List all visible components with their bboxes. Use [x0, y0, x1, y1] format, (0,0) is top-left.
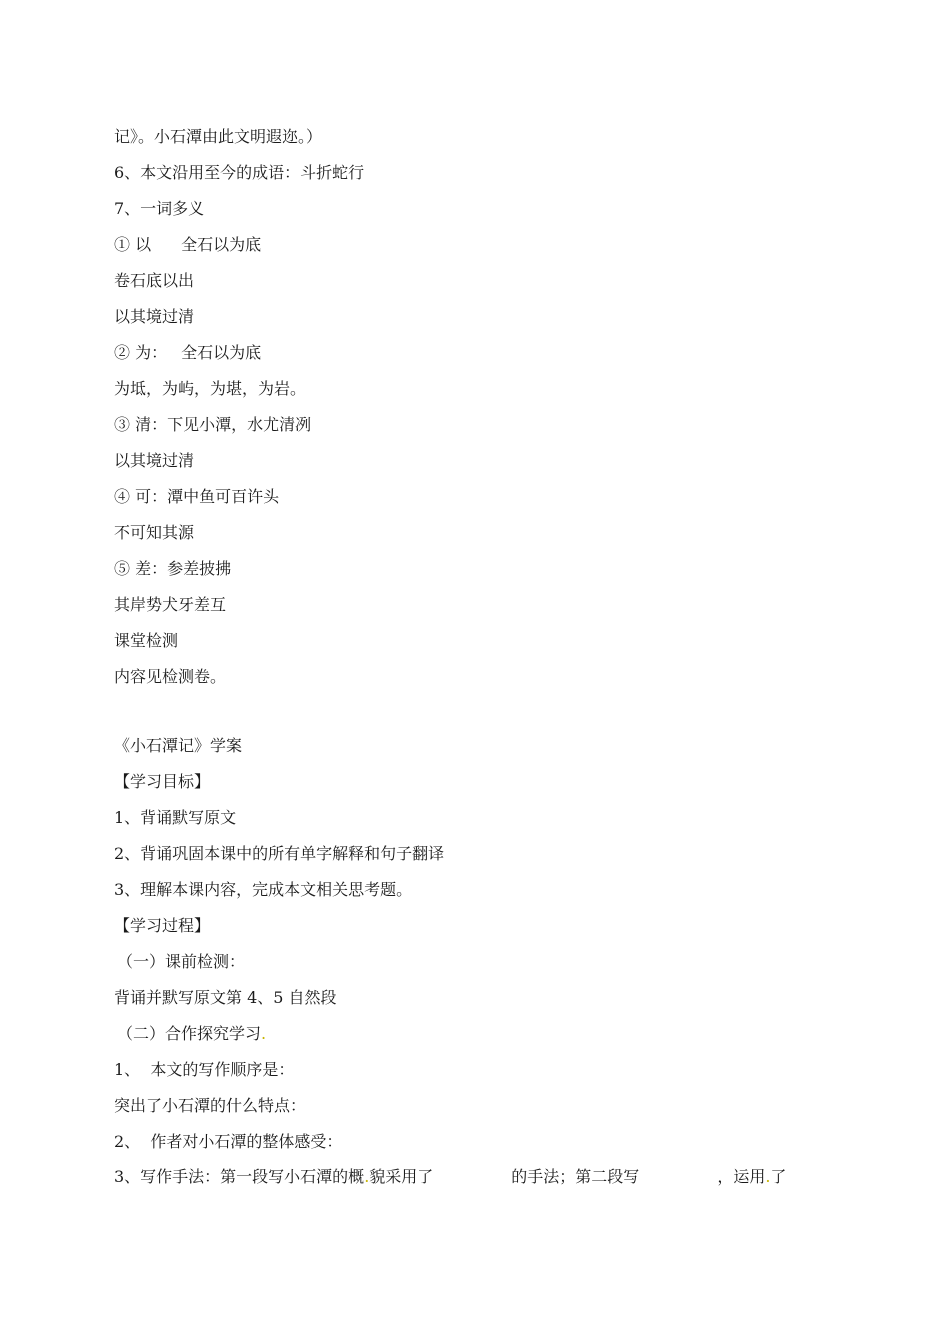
text-line: 记》。小石潭由此文明遐迩。） — [114, 127, 323, 146]
polysemy-item-3: ③ 清：下见小潭，水尤清冽 — [114, 415, 312, 434]
question-item: 1、 本文的写作顺序是： — [114, 1060, 295, 1079]
polysemy-item-1 — [114, 235, 261, 255]
text-line: 7、一词多义 — [114, 199, 205, 218]
edit-mark: . — [364, 1167, 370, 1186]
polysemy-item-2 — [114, 343, 261, 363]
text-line: 突出了小石潭的什么特点： — [114, 1096, 307, 1115]
item-example: 全石以为底 — [181, 235, 262, 254]
text-line: 不可知其源 — [114, 523, 195, 542]
text-line: 为坻，为屿，为堪，为岩。 — [114, 379, 307, 398]
text-line: 内容见检测卷。 — [114, 667, 227, 686]
subsection-heading: （一）课前检测： — [117, 952, 246, 971]
goal-item: 1、背诵默写原文 — [114, 808, 237, 827]
text-line: 卷石底以出 — [114, 271, 195, 290]
section-heading: 【学习过程】 — [114, 916, 211, 935]
item-example: 全石以为底 — [181, 343, 262, 362]
edit-mark: . — [765, 1167, 771, 1186]
item-number: ② 为： — [114, 343, 168, 362]
item-number: ① 以 — [114, 235, 152, 254]
question-item: 3、写作手法：第一段写小石潭的概.貌采用了 的手法；第二段写 ，运用.了 — [114, 1167, 787, 1186]
section-heading: 【学习目标】 — [114, 772, 211, 791]
goal-item: 2、背诵巩固本课中的所有单字解释和句子翻译 — [114, 844, 445, 863]
text-line: 背诵并默写原文第 4、5 自然段 — [114, 988, 337, 1007]
polysemy-item-4: ④ 可：潭中鱼可百许头 — [114, 487, 280, 506]
text-line: 6、本文沿用至今的成语：斗折蛇行 — [114, 163, 365, 182]
goal-item: 3、理解本课内容，完成本文相关思考题。 — [114, 880, 413, 899]
subsection-heading: （二）合作探究学习. — [117, 1024, 267, 1043]
question-item: 2、 作者对小石潭的整体感受： — [114, 1132, 343, 1151]
edit-mark: . — [261, 1024, 267, 1043]
document-title: 《小石潭记》学案 — [114, 736, 243, 755]
text-line: 其岸势犬牙差互 — [114, 595, 227, 614]
polysemy-item-5: ⑤ 差：参差披拂 — [114, 559, 232, 578]
section-heading: 课堂检测 — [114, 631, 179, 650]
text-line: 以其境过清 — [114, 451, 195, 470]
text-line: 以其境过清 — [114, 307, 195, 326]
